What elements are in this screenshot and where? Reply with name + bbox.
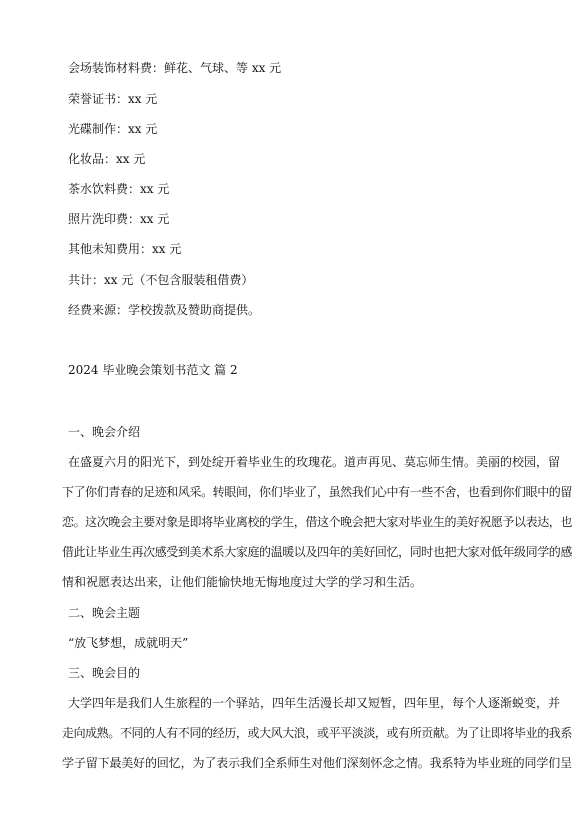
cost-item-disc: 光碟制作：xx 元 [68, 122, 158, 136]
theme-text: “放飞梦想，成就明天” [68, 636, 189, 650]
intro-line-5: 情和祝愿表达出来，让他们能愉快地无悔地度过大学的学习和生活。 [62, 575, 423, 589]
funding-source: 经费来源：学校拨款及赞助商提供。 [68, 303, 261, 317]
purpose-line-1: 大学四年是我们人生旅程的一个驿站，四年生活漫长却又短暂，四年里，每个人逐渐蜕变，并 [68, 696, 561, 710]
cost-item-cosmetics: 化妆品：xx 元 [68, 152, 146, 166]
intro-line-4: 借此让毕业生再次感受到美术系大家庭的温暖以及四年的美好回忆，同时也把大家对低年级同学的感 [62, 545, 572, 559]
intro-line-2: 下了你们青春的足迹和风采。转眼间，你们毕业了，虽然我们心中有一些不舍，也看到你们眼中的留 [62, 485, 572, 499]
article-title: 2024 毕业晚会策划书范文 篇 2 [68, 363, 238, 377]
purpose-line-3: 学子留下最美好的回忆，为了表示我们全系师生对他们深刻怀念之情。我系特为毕业班的同学们呈 [62, 756, 572, 770]
intro-line-1: 在盛夏六月的阳光下，到处绽开着毕业生的玫瑰花。道声再见、莫忘师生情。美丽的校园，留 [68, 455, 561, 469]
cost-item-decoration: 会场装饰材料费：鲜花、气球、等 xx 元 [68, 61, 282, 75]
section-heading-theme: 二、晚会主题 [68, 606, 141, 620]
intro-line-3: 恋。这次晚会主要对象是即将毕业离校的学生，借这个晚会把大家对毕业生的美好祝愿予以表达，也 [62, 515, 572, 529]
cost-item-other: 其他未知费用：xx 元 [68, 242, 182, 256]
section-heading-purpose: 三、晚会目的 [68, 666, 141, 680]
cost-item-photos: 照片洗印费：xx 元 [68, 212, 170, 226]
cost-total: 共计：xx 元（不包含服装租借费） [68, 273, 254, 287]
cost-item-certificate: 荣誉证书：xx 元 [68, 92, 158, 106]
cost-item-drinks: 茶水饮料费：xx 元 [68, 182, 170, 196]
purpose-line-2: 走向成熟。不同的人有不同的经历，或大风大浪，或平平淡淡，或有所贡献。为了让即将毕业的我系 [62, 726, 572, 740]
section-heading-intro: 一、晚会介绍 [68, 425, 141, 439]
